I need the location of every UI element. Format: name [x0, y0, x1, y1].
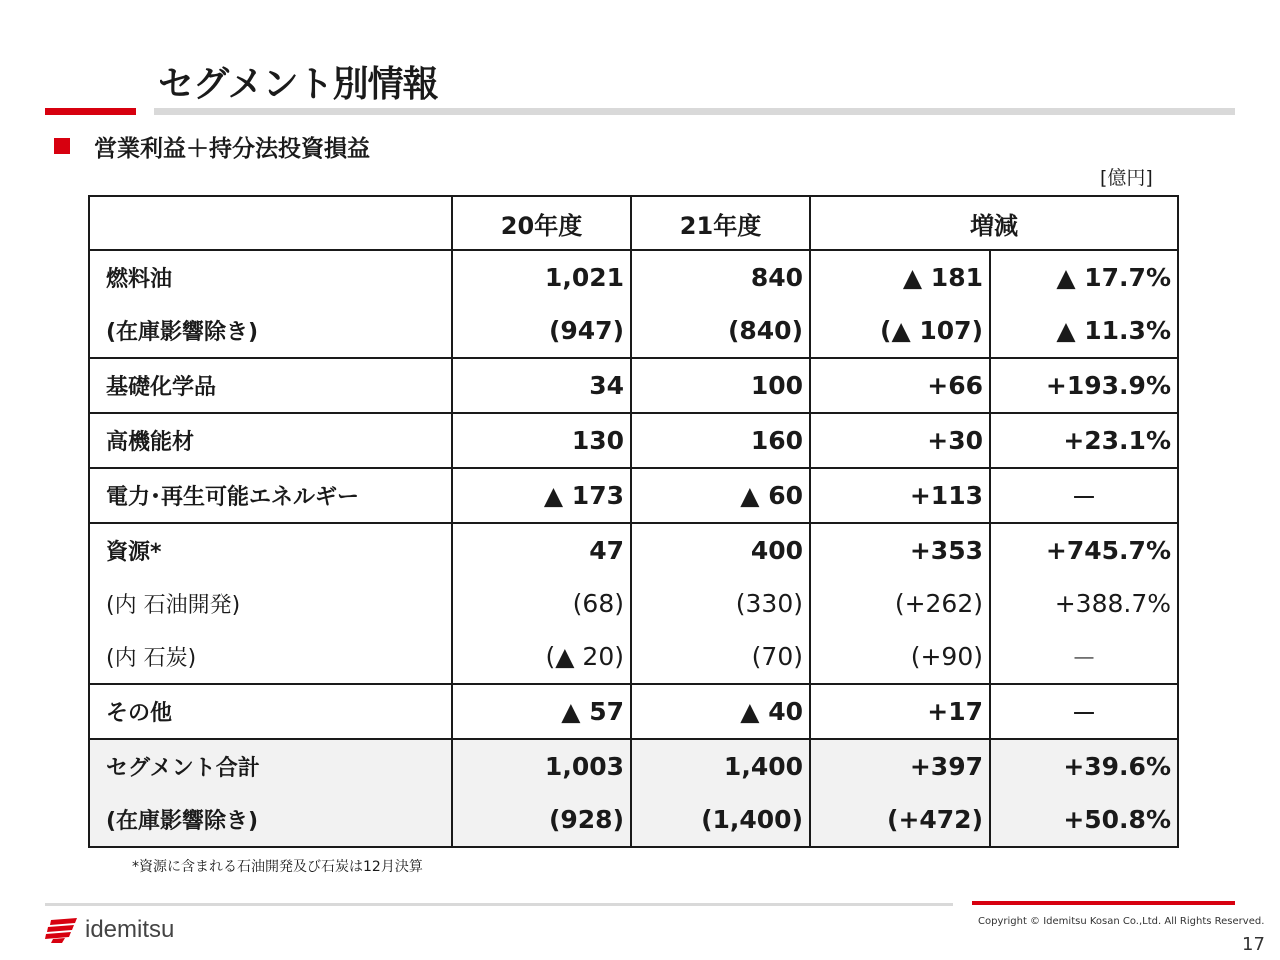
- cell-fy21: 100: [631, 358, 810, 413]
- row-label: (内 石炭): [89, 630, 452, 684]
- cell-diff: +66: [810, 358, 990, 413]
- cell-fy20: 1,003: [452, 739, 631, 793]
- title-accent-bar: [45, 108, 136, 115]
- table-row-total: [89, 793, 1178, 847]
- row-label: (在庫影響除き): [89, 793, 452, 847]
- square-bullet-icon: [54, 138, 70, 154]
- row-label: その他: [89, 684, 452, 739]
- table-row: [89, 358, 1178, 413]
- table-row: [89, 630, 1178, 684]
- table-row: [89, 523, 1178, 577]
- copyright-notice: Copyright © Idemitsu Kosan Co.,Ltd. All Rights Reserved.: [978, 916, 1265, 927]
- cell-fy21: (70): [631, 630, 810, 684]
- cell-diff: +30: [810, 413, 990, 468]
- cell-diff: (+90): [810, 630, 990, 684]
- cell-pct: +745.7%: [990, 523, 1178, 577]
- segment-table: [88, 195, 1179, 848]
- cell-diff: +113: [810, 468, 990, 523]
- cell-pct: +23.1%: [990, 413, 1178, 468]
- cell-fy21: (840): [631, 304, 810, 358]
- header-cell-fy21: 21年度: [631, 196, 810, 250]
- logo-text: idemitsu: [85, 916, 175, 943]
- cell-diff: +397: [810, 739, 990, 793]
- cell-fy21: ▲ 60: [631, 468, 810, 523]
- cell-pct: ▲ 17.7%: [990, 250, 1178, 304]
- table-row: [89, 577, 1178, 630]
- table-row: [89, 250, 1178, 304]
- cell-fy21: 840: [631, 250, 810, 304]
- cell-fy21: 400: [631, 523, 810, 577]
- cell-fy21: (1,400): [631, 793, 810, 847]
- row-label: 基礎化学品: [89, 358, 452, 413]
- cell-pct: －: [990, 630, 1178, 684]
- page-title: セグメント別情報: [158, 64, 438, 105]
- row-label: セグメント合計: [89, 739, 452, 793]
- cell-fy20: (68): [452, 577, 631, 630]
- cell-fy20: 1,021: [452, 250, 631, 304]
- row-label: 電力･再生可能エネルギー: [89, 468, 452, 523]
- cell-pct: +39.6%: [990, 739, 1178, 793]
- table-row-total: [89, 739, 1178, 793]
- cell-fy21: 1,400: [631, 739, 810, 793]
- table-row: [89, 413, 1178, 468]
- row-label: 高機能材: [89, 413, 452, 468]
- footnote: *資源に含まれる石油開発及び石炭は12月決算: [132, 859, 423, 875]
- cell-fy21: (330): [631, 577, 810, 630]
- cell-fy20: ▲ 173: [452, 468, 631, 523]
- cell-diff: +353: [810, 523, 990, 577]
- cell-fy20: 34: [452, 358, 631, 413]
- row-label: 資源*: [89, 523, 452, 577]
- cell-fy20: ▲ 57: [452, 684, 631, 739]
- table-row: [89, 684, 1178, 739]
- cell-diff: +17: [810, 684, 990, 739]
- row-label: 燃料油: [89, 250, 452, 304]
- table-row: [89, 468, 1178, 523]
- cell-diff: ▲ 181: [810, 250, 990, 304]
- header-cell-fy20: 20年度: [452, 196, 631, 250]
- cell-diff: (+472): [810, 793, 990, 847]
- cell-diff: (▲ 107): [810, 304, 990, 358]
- footer-rule: [45, 903, 953, 906]
- section-subtitle: 営業利益＋持分法投資損益: [94, 136, 370, 162]
- header-cell-change: 増減: [810, 196, 1178, 250]
- row-label: (内 石油開発): [89, 577, 452, 630]
- cell-fy21: 160: [631, 413, 810, 468]
- cell-fy20: (928): [452, 793, 631, 847]
- footer-accent-bar: [972, 901, 1235, 905]
- table-header-row: [89, 196, 1178, 250]
- cell-pct: －: [990, 684, 1178, 739]
- cell-pct: +193.9%: [990, 358, 1178, 413]
- row-label: (在庫影響除き): [89, 304, 452, 358]
- title-rule: [154, 108, 1235, 115]
- header-cell-label: [89, 196, 452, 250]
- unit-label: [億円]: [1100, 167, 1153, 189]
- cell-fy20: (▲ 20): [452, 630, 631, 684]
- page-number: 17: [1242, 934, 1265, 955]
- cell-pct: +50.8%: [990, 793, 1178, 847]
- cell-pct: ▲ 11.3%: [990, 304, 1178, 358]
- cell-pct: +388.7%: [990, 577, 1178, 630]
- cell-fy20: 47: [452, 523, 631, 577]
- cell-fy20: (947): [452, 304, 631, 358]
- idemitsu-logo-icon: [45, 916, 79, 944]
- table-row: [89, 304, 1178, 358]
- company-logo: [45, 916, 174, 944]
- cell-fy20: 130: [452, 413, 631, 468]
- cell-diff: (+262): [810, 577, 990, 630]
- cell-pct: －: [990, 468, 1178, 523]
- cell-fy21: ▲ 40: [631, 684, 810, 739]
